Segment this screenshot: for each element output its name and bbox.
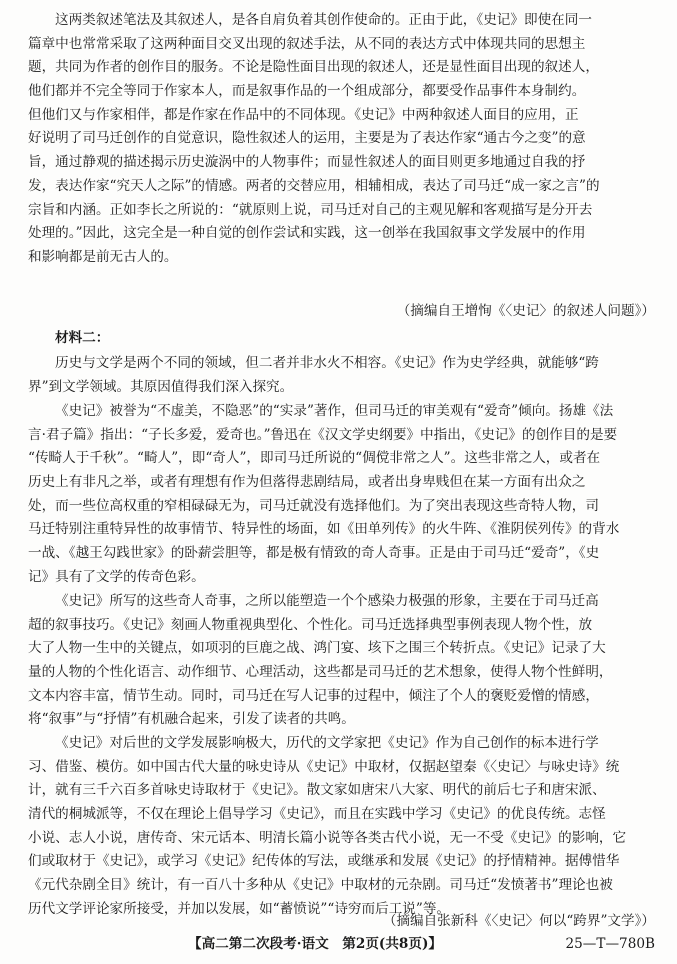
text-line: “传畸人于千秋”。“畸人”，即“奇人”，即司马迁所说的“倜傥非常之人”。这些非常之人，或者在: [28, 450, 601, 467]
text-line: 一战、《越王勾践世家》的卧薪尝胆等，都是极有情致的奇人奇事。正是由于司马迁“爱奇”，《史: [28, 545, 600, 562]
text-line: 界”到文学领域。其原因值得我们深入探究。: [28, 378, 294, 395]
material-two-heading-block: [28, 327, 655, 351]
text-line: 马迁特别注重特异性的故事情节、特异性的场面，如《田单列传》的火牛阵、《淮阴侯列传》的背水: [28, 521, 620, 538]
paragraph-1: [28, 9, 655, 270]
text-line: 清代的桐城派等，不仅在理论上倡导学习《史记》，而且在实践中学习《史记》的优良传统。志怪: [28, 806, 606, 823]
text-line: 超的叙事技巧。《史记》刻画人物重视典型化、个性化。司马迁选择典型事例表现人物个性，放: [28, 616, 593, 633]
source-citation: （摘编自张新科《〈史记〉何以“跨界”文学》）: [382, 913, 655, 929]
section-heading: 材料二：: [55, 330, 110, 346]
text-line: 大了人物一生中的关键点，如项羽的巨鹿之战、鸿门宴、垓下之围三个转折点。《史记》记录了大: [28, 640, 606, 657]
text-line: 但他们又与作家相伴，都是作家在作品中的不同体现。《史记》中两种叙述人面目的应用，正: [28, 106, 579, 123]
text-line: 将“叙事”与“抒情”有机融合起来，引发了读者的共鸣。: [28, 711, 355, 728]
text-line: 《元代杂剧全目》统计，有一百八十多种从《史记》中取材的元杂剧。司马迁“发愤著书”理论也被: [28, 877, 613, 894]
text-line: 计，就有三千六百多首咏史诗取材于《史记》。散文家如唐宋八大家、明代的前后七子和唐宋派、: [28, 782, 606, 799]
text-line: 《史记》被誉为“不虚美，不隐恶”的“实录”著作，但司马迁的审美观有“爱奇”倾向。扬雄《法: [55, 403, 614, 419]
footer-exam-code: 25—T—780B: [565, 936, 655, 952]
paragraph-4: [28, 590, 655, 732]
source-citation: （摘编自王增恂《〈史记〉的叙述人问题》）: [396, 303, 655, 319]
footer-exam-info: 【高二第二次段考·语文 第2页(共8页)】: [188, 936, 443, 952]
text-line: 旨，通过静观的描述揭示历史漩涡中的人物事件；而显性叙述人的面目则更多地通过自我的抒: [28, 154, 586, 171]
text-line: 记》具有了文学的传奇色彩。: [28, 568, 205, 585]
text-line: 他们都并不完全等同于作家本人，而是叙事作品的一个组成部分，都要受作品事件本身制约。: [28, 83, 586, 100]
page-footer: [28, 934, 655, 954]
text-line: 和影响都是前无古人的。: [28, 248, 178, 265]
text-line: 这两类叙述笔法及其叙述人，是各自肩负着其创作使命的。正由于此，《史记》即使在同一: [55, 12, 592, 28]
text-line: 小说、志人小说，唐传奇、宋元话本、明清长篇小说等各类古代小说，无一不受《史记》的影响，它: [28, 829, 627, 846]
text-line: 发，表达作家“究天人之际”的情感。两者的交替应用，相辅相成，表达了司马迁“成一家之言”的: [28, 177, 600, 194]
text-line: 量的人物的个性化语言、动作细节、心理活动，这些都是司马迁的艺术想象，使得人物个性鲜明，: [28, 664, 613, 681]
text-line: 篇章中也常常采取了这两种面目交叉出现的叙述手法，从不同的表达方式中体现共同的思想主: [28, 35, 586, 52]
source-citation-2-block: [28, 910, 655, 934]
text-line: 历史上有非凡之举，或者有理想有作为但落得悲剧结局，或者出身卑贱但在某一方面有出众之: [28, 474, 586, 491]
source-citation-1-block: [28, 300, 655, 324]
text-line: 历代文学评论家所接受，并加以发展，如“蓄愤说”“诗穷而后工说”等。: [28, 900, 451, 917]
text-line: 题，共同为作者的创作目的服务。不论是隐性面目出现的叙述人，还是显性面目出现的叙述人，: [28, 59, 599, 76]
text-line: 们或取材于《史记》，或学习《史记》纪传体的写法，或继承和发展《史记》的抒情精神。据傅惜华: [28, 853, 620, 870]
text-line: 文本内容丰富，情节生动。同时，司马迁在写人记事的过程中，倾注了个人的褒贬爱憎的情感，: [28, 687, 599, 704]
paragraph-5: [28, 732, 655, 922]
text-line: 宗旨和内涵。正如李长之所说的：“就原则上说，司马迁对自己的主观见解和客观描写是分开去: [28, 201, 593, 218]
text-line: 历史与文学是两个不同的领域，但二者并非水火不相容。《史记》作为史学经典，就能够“跨: [55, 355, 599, 371]
text-line: 处，而一些位高权重的窄相碌碌无为，司马迁就没有选择他们。为了突出表现这些奇特人物，司: [28, 497, 599, 514]
text-line: 《史记》所写的这些奇人奇事，之所以能塑造一个个感染力极强的形象，主要在于司马迁高: [55, 593, 599, 609]
text-line: 言·君子篇》指出：“子长多爱，爱奇也。”鲁迅在《汉文学史纲要》中指出，《史记》的创作目的是要: [28, 426, 618, 443]
paragraph-2: [28, 352, 655, 399]
text-line: 《史记》对后世的文学发展影响极大，历代的文学家把《史记》作为自己创作的标本进行学: [55, 735, 599, 751]
text-line: 习、借鉴、模仿。如中国古代大量的咏史诗从《史记》中取材，仅据赵望秦《〈史记〉与咏史诗》统: [28, 758, 620, 775]
paragraph-3: [28, 400, 655, 590]
text-line: 好说明了司马迁创作的自觉意识，隐性叙述人的运用，主要是为了表达作家“通古今之变”的意: [28, 130, 586, 147]
text-line: 处理的。”因此，这完全是一种自觉的创作尝试和实践，这一创举在我国叙事文学发展中的作用: [28, 225, 586, 242]
